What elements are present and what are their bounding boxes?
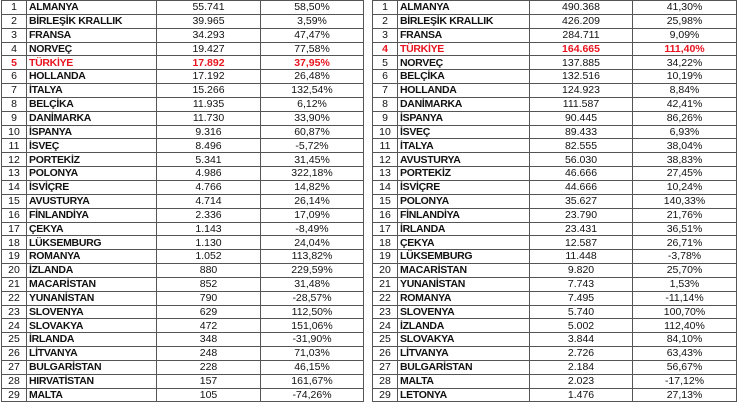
table-row bbox=[2, 277, 364, 291]
country-cell: İSVEÇ bbox=[398, 125, 530, 139]
value-cell: 11.935 bbox=[157, 97, 261, 111]
country-cell: HIRVATİSTAN bbox=[27, 374, 157, 388]
rank-cell: 19 bbox=[2, 250, 27, 264]
rank-cell: 27 bbox=[373, 360, 398, 374]
country-cell: SLOVENYA bbox=[398, 305, 530, 319]
country-cell: İTALYA bbox=[398, 139, 530, 153]
table-row bbox=[373, 42, 737, 56]
percent-change-cell: 46,15% bbox=[261, 360, 364, 374]
table-row bbox=[373, 305, 737, 319]
percent-change-cell: 3,59% bbox=[261, 14, 364, 28]
value-cell: 11.448 bbox=[530, 250, 633, 264]
table-row bbox=[2, 208, 364, 222]
country-cell: YUNANİSTAN bbox=[27, 291, 157, 305]
country-cell: NORVEÇ bbox=[398, 56, 530, 70]
value-cell: 23.790 bbox=[530, 208, 633, 222]
country-cell: POLONYA bbox=[27, 167, 157, 181]
percent-change-cell: 6,93% bbox=[633, 125, 737, 139]
country-cell: LÜKSEMBURG bbox=[27, 236, 157, 250]
country-cell: SLOVAKYA bbox=[398, 333, 530, 347]
rank-cell: 28 bbox=[2, 374, 27, 388]
country-cell: BELÇİKA bbox=[27, 97, 157, 111]
value-cell: 56.030 bbox=[530, 153, 633, 167]
value-cell: 39.965 bbox=[157, 14, 261, 28]
country-cell: AVUSTURYA bbox=[398, 153, 530, 167]
country-cell: LÜKSEMBURG bbox=[398, 250, 530, 264]
percent-change-cell: 77,58% bbox=[261, 42, 364, 56]
country-cell: MALTA bbox=[398, 374, 530, 388]
country-cell: FİNLANDİYA bbox=[398, 208, 530, 222]
value-cell: 5.002 bbox=[530, 319, 633, 333]
country-cell: YUNANİSTAN bbox=[398, 277, 530, 291]
value-cell: 790 bbox=[157, 291, 261, 305]
table-row bbox=[2, 42, 364, 56]
percent-change-cell: 10,24% bbox=[633, 180, 737, 194]
table-row bbox=[373, 277, 737, 291]
rank-cell: 16 bbox=[373, 208, 398, 222]
rank-cell: 26 bbox=[2, 347, 27, 361]
percent-change-cell: 100,70% bbox=[633, 305, 737, 319]
value-cell: 284.711 bbox=[530, 28, 633, 42]
rank-cell: 20 bbox=[373, 264, 398, 278]
percent-change-cell: 56,67% bbox=[633, 360, 737, 374]
table-row bbox=[2, 388, 364, 402]
table-row bbox=[373, 250, 737, 264]
rank-cell: 23 bbox=[373, 305, 398, 319]
percent-change-cell: 151,06% bbox=[261, 319, 364, 333]
table-row bbox=[2, 236, 364, 250]
table-row bbox=[2, 97, 364, 111]
table-row bbox=[2, 70, 364, 84]
percent-change-cell: -28,57% bbox=[261, 291, 364, 305]
value-cell: 9.820 bbox=[530, 264, 633, 278]
country-cell: LİTVANYA bbox=[27, 347, 157, 361]
rank-cell: 1 bbox=[2, 1, 27, 15]
percent-change-cell: 10,19% bbox=[633, 70, 737, 84]
rank-cell: 13 bbox=[2, 167, 27, 181]
value-cell: 137.885 bbox=[530, 56, 633, 70]
value-cell: 2.336 bbox=[157, 208, 261, 222]
rank-cell: 22 bbox=[373, 291, 398, 305]
value-cell: 11.730 bbox=[157, 111, 261, 125]
value-cell: 472 bbox=[157, 319, 261, 333]
table-row bbox=[373, 374, 737, 388]
percent-change-cell: 37,95% bbox=[261, 56, 364, 70]
table-row bbox=[373, 291, 737, 305]
percent-change-cell: 25,70% bbox=[633, 264, 737, 278]
percent-change-cell: 27,13% bbox=[633, 388, 737, 402]
value-cell: 1.143 bbox=[157, 222, 261, 236]
rank-cell: 9 bbox=[373, 111, 398, 125]
rank-cell: 18 bbox=[2, 236, 27, 250]
table-row bbox=[2, 167, 364, 181]
value-cell: 34.293 bbox=[157, 28, 261, 42]
rank-cell: 2 bbox=[2, 14, 27, 28]
percent-change-cell: 36,51% bbox=[633, 222, 737, 236]
percent-change-cell: 9,09% bbox=[633, 28, 737, 42]
table-row bbox=[2, 222, 364, 236]
percent-change-cell: 63,43% bbox=[633, 347, 737, 361]
rank-cell: 24 bbox=[2, 319, 27, 333]
table-row bbox=[373, 14, 737, 28]
country-cell: MACARİSTAN bbox=[398, 264, 530, 278]
rank-cell: 25 bbox=[373, 333, 398, 347]
rank-cell: 11 bbox=[373, 139, 398, 153]
value-cell: 15.266 bbox=[157, 84, 261, 98]
rank-cell: 7 bbox=[373, 84, 398, 98]
country-cell: LİTVANYA bbox=[398, 347, 530, 361]
country-cell: DANİMARKA bbox=[398, 97, 530, 111]
country-cell: MALTA bbox=[27, 388, 157, 402]
percent-change-cell: 26,14% bbox=[261, 194, 364, 208]
right-table-body bbox=[373, 1, 737, 402]
rank-cell: 27 bbox=[2, 360, 27, 374]
table-row bbox=[373, 264, 737, 278]
value-cell: 55.741 bbox=[157, 1, 261, 15]
percent-change-cell: 322,18% bbox=[261, 167, 364, 181]
country-cell: NORVEÇ bbox=[27, 42, 157, 56]
rank-cell: 15 bbox=[373, 194, 398, 208]
percent-change-cell: 17,09% bbox=[261, 208, 364, 222]
table-row bbox=[373, 125, 737, 139]
country-cell: TÜRKİYE bbox=[398, 42, 530, 56]
rank-cell: 5 bbox=[2, 56, 27, 70]
rank-cell: 6 bbox=[373, 70, 398, 84]
table-row bbox=[2, 1, 364, 15]
left-ranking-table bbox=[1, 0, 364, 402]
percent-change-cell: 8,84% bbox=[633, 84, 737, 98]
value-cell: 17.892 bbox=[157, 56, 261, 70]
country-cell: İTALYA bbox=[27, 84, 157, 98]
value-cell: 5.341 bbox=[157, 153, 261, 167]
percent-change-cell: -74,26% bbox=[261, 388, 364, 402]
value-cell: 852 bbox=[157, 277, 261, 291]
value-cell: 2.184 bbox=[530, 360, 633, 374]
value-cell: 1.476 bbox=[530, 388, 633, 402]
value-cell: 880 bbox=[157, 264, 261, 278]
country-cell: HOLLANDA bbox=[27, 70, 157, 84]
table-row bbox=[2, 180, 364, 194]
value-cell: 4.714 bbox=[157, 194, 261, 208]
value-cell: 19.427 bbox=[157, 42, 261, 56]
rank-cell: 8 bbox=[2, 97, 27, 111]
table-row bbox=[2, 250, 364, 264]
rank-cell: 23 bbox=[2, 305, 27, 319]
percent-change-cell: 47,47% bbox=[261, 28, 364, 42]
table-row bbox=[373, 388, 737, 402]
country-cell: FRANSA bbox=[27, 28, 157, 42]
table-row bbox=[373, 208, 737, 222]
table-row bbox=[373, 84, 737, 98]
rank-cell: 11 bbox=[2, 139, 27, 153]
value-cell: 132.516 bbox=[530, 70, 633, 84]
rank-cell: 24 bbox=[373, 319, 398, 333]
percent-change-cell: 140,33% bbox=[633, 194, 737, 208]
table-row bbox=[2, 347, 364, 361]
percent-change-cell: 113,82% bbox=[261, 250, 364, 264]
percent-change-cell: 26,48% bbox=[261, 70, 364, 84]
percent-change-cell: 58,50% bbox=[261, 1, 364, 15]
country-cell: PORTEKİZ bbox=[27, 153, 157, 167]
table-row bbox=[373, 1, 737, 15]
value-cell: 82.555 bbox=[530, 139, 633, 153]
table-row bbox=[2, 28, 364, 42]
country-cell: İSPANYA bbox=[398, 111, 530, 125]
country-cell: DANİMARKA bbox=[27, 111, 157, 125]
country-cell: LETONYA bbox=[398, 388, 530, 402]
value-cell: 3.844 bbox=[530, 333, 633, 347]
country-cell: İSPANYA bbox=[27, 125, 157, 139]
value-cell: 1.052 bbox=[157, 250, 261, 264]
value-cell: 23.431 bbox=[530, 222, 633, 236]
rank-cell: 16 bbox=[2, 208, 27, 222]
rank-cell: 29 bbox=[373, 388, 398, 402]
table-row bbox=[373, 111, 737, 125]
rank-cell: 14 bbox=[373, 180, 398, 194]
value-cell: 426.209 bbox=[530, 14, 633, 28]
value-cell: 228 bbox=[157, 360, 261, 374]
table-row bbox=[373, 347, 737, 361]
table-row bbox=[2, 319, 364, 333]
percent-change-cell: 71,03% bbox=[261, 347, 364, 361]
right-ranking-table bbox=[372, 0, 737, 402]
country-cell: İRLANDA bbox=[27, 333, 157, 347]
country-cell: TÜRKİYE bbox=[27, 56, 157, 70]
table-row bbox=[2, 333, 364, 347]
rank-cell: 3 bbox=[373, 28, 398, 42]
value-cell: 44.666 bbox=[530, 180, 633, 194]
left-ranking-table-panel bbox=[1, 0, 363, 416]
percent-change-cell: 24,04% bbox=[261, 236, 364, 250]
rank-cell: 14 bbox=[2, 180, 27, 194]
rank-cell: 26 bbox=[373, 347, 398, 361]
value-cell: 2.023 bbox=[530, 374, 633, 388]
table-row bbox=[373, 153, 737, 167]
rank-cell: 21 bbox=[373, 277, 398, 291]
table-row bbox=[373, 70, 737, 84]
percent-change-cell: 41,30% bbox=[633, 1, 737, 15]
value-cell: 8.496 bbox=[157, 139, 261, 153]
percent-change-cell: 34,22% bbox=[633, 56, 737, 70]
value-cell: 490.368 bbox=[530, 1, 633, 15]
percent-change-cell: 31,45% bbox=[261, 153, 364, 167]
table-row bbox=[373, 222, 737, 236]
country-cell: İRLANDA bbox=[398, 222, 530, 236]
rank-cell: 7 bbox=[2, 84, 27, 98]
percent-change-cell: 25,98% bbox=[633, 14, 737, 28]
rank-cell: 6 bbox=[2, 70, 27, 84]
value-cell: 7.495 bbox=[530, 291, 633, 305]
percent-change-cell: 161,67% bbox=[261, 374, 364, 388]
rank-cell: 4 bbox=[373, 42, 398, 56]
table-row bbox=[2, 194, 364, 208]
rank-cell: 29 bbox=[2, 388, 27, 402]
value-cell: 35.627 bbox=[530, 194, 633, 208]
country-cell: ROMANYA bbox=[398, 291, 530, 305]
percent-change-cell: 38,83% bbox=[633, 153, 737, 167]
table-row bbox=[2, 125, 364, 139]
percent-change-cell: -5,72% bbox=[261, 139, 364, 153]
table-row bbox=[373, 28, 737, 42]
table-row bbox=[2, 14, 364, 28]
table-row bbox=[373, 167, 737, 181]
percent-change-cell: -3,78% bbox=[633, 250, 737, 264]
value-cell: 90.445 bbox=[530, 111, 633, 125]
value-cell: 348 bbox=[157, 333, 261, 347]
percent-change-cell: 33,90% bbox=[261, 111, 364, 125]
percent-change-cell: 84,10% bbox=[633, 333, 737, 347]
country-cell: ROMANYA bbox=[27, 250, 157, 264]
country-cell: FRANSA bbox=[398, 28, 530, 42]
percent-change-cell: 86,26% bbox=[633, 111, 737, 125]
rank-cell: 21 bbox=[2, 277, 27, 291]
rank-cell: 10 bbox=[373, 125, 398, 139]
country-cell: ALMANYA bbox=[27, 1, 157, 15]
left-table-body bbox=[2, 1, 364, 402]
percent-change-cell: 27,45% bbox=[633, 167, 737, 181]
percent-change-cell: 38,04% bbox=[633, 139, 737, 153]
rank-cell: 2 bbox=[373, 14, 398, 28]
table-row bbox=[373, 97, 737, 111]
value-cell: 46.666 bbox=[530, 167, 633, 181]
table-row bbox=[373, 180, 737, 194]
country-cell: POLONYA bbox=[398, 194, 530, 208]
percent-change-cell: 112,50% bbox=[261, 305, 364, 319]
country-cell: SLOVAKYA bbox=[27, 319, 157, 333]
country-cell: PORTEKİZ bbox=[398, 167, 530, 181]
country-cell: ÇEKYA bbox=[27, 222, 157, 236]
value-cell: 4.986 bbox=[157, 167, 261, 181]
percent-change-cell: 112,40% bbox=[633, 319, 737, 333]
value-cell: 2.726 bbox=[530, 347, 633, 361]
country-cell: BİRLEŞİK KRALLIK bbox=[27, 14, 157, 28]
percent-change-cell: 1,53% bbox=[633, 277, 737, 291]
rank-cell: 9 bbox=[2, 111, 27, 125]
rank-cell: 1 bbox=[373, 1, 398, 15]
table-row bbox=[2, 84, 364, 98]
rank-cell: 10 bbox=[2, 125, 27, 139]
rank-cell: 19 bbox=[373, 250, 398, 264]
rank-cell: 18 bbox=[373, 236, 398, 250]
rank-cell: 17 bbox=[2, 222, 27, 236]
percent-change-cell: -17,12% bbox=[633, 374, 737, 388]
table-row bbox=[373, 236, 737, 250]
value-cell: 12.587 bbox=[530, 236, 633, 250]
value-cell: 105 bbox=[157, 388, 261, 402]
percent-change-cell: 229,59% bbox=[261, 264, 364, 278]
value-cell: 7.743 bbox=[530, 277, 633, 291]
percent-change-cell: 42,41% bbox=[633, 97, 737, 111]
table-row bbox=[2, 111, 364, 125]
country-cell: İSVEÇ bbox=[27, 139, 157, 153]
percent-change-cell: 21,76% bbox=[633, 208, 737, 222]
table-row bbox=[2, 264, 364, 278]
table-row bbox=[2, 139, 364, 153]
right-ranking-table-panel bbox=[372, 0, 736, 416]
country-cell: BİRLEŞİK KRALLIK bbox=[398, 14, 530, 28]
table-row bbox=[2, 291, 364, 305]
country-cell: BELÇİKA bbox=[398, 70, 530, 84]
percent-change-cell: -8,49% bbox=[261, 222, 364, 236]
rank-cell: 12 bbox=[2, 153, 27, 167]
table-row bbox=[373, 360, 737, 374]
percent-change-cell: 60,87% bbox=[261, 125, 364, 139]
value-cell: 629 bbox=[157, 305, 261, 319]
country-cell: FİNLANDİYA bbox=[27, 208, 157, 222]
rank-cell: 13 bbox=[373, 167, 398, 181]
rank-cell: 22 bbox=[2, 291, 27, 305]
value-cell: 248 bbox=[157, 347, 261, 361]
value-cell: 89.433 bbox=[530, 125, 633, 139]
value-cell: 111.587 bbox=[530, 97, 633, 111]
percent-change-cell: 31,48% bbox=[261, 277, 364, 291]
rank-cell: 17 bbox=[373, 222, 398, 236]
rank-cell: 8 bbox=[373, 97, 398, 111]
value-cell: 1.130 bbox=[157, 236, 261, 250]
percent-change-cell: 6,12% bbox=[261, 97, 364, 111]
percent-change-cell: 132,54% bbox=[261, 84, 364, 98]
rank-cell: 4 bbox=[2, 42, 27, 56]
percent-change-cell: -11,14% bbox=[633, 291, 737, 305]
value-cell: 157 bbox=[157, 374, 261, 388]
country-cell: ALMANYA bbox=[398, 1, 530, 15]
rank-cell: 5 bbox=[373, 56, 398, 70]
country-cell: MACARİSTAN bbox=[27, 277, 157, 291]
country-cell: BULGARİSTAN bbox=[398, 360, 530, 374]
country-cell: SLOVENYA bbox=[27, 305, 157, 319]
country-cell: BULGARİSTAN bbox=[27, 360, 157, 374]
table-row bbox=[2, 56, 364, 70]
country-cell: İZLANDA bbox=[398, 319, 530, 333]
value-cell: 124.923 bbox=[530, 84, 633, 98]
table-row bbox=[373, 319, 737, 333]
percent-change-cell: 14,82% bbox=[261, 180, 364, 194]
rank-cell: 28 bbox=[373, 374, 398, 388]
percent-change-cell: 26,71% bbox=[633, 236, 737, 250]
rank-cell: 15 bbox=[2, 194, 27, 208]
table-row bbox=[2, 305, 364, 319]
country-cell: İSVİÇRE bbox=[398, 180, 530, 194]
table-row bbox=[373, 139, 737, 153]
table-row bbox=[373, 56, 737, 70]
rank-cell: 20 bbox=[2, 264, 27, 278]
table-row bbox=[2, 374, 364, 388]
percent-change-cell: -31,90% bbox=[261, 333, 364, 347]
table-row bbox=[373, 333, 737, 347]
value-cell: 4.766 bbox=[157, 180, 261, 194]
rank-cell: 12 bbox=[373, 153, 398, 167]
table-row bbox=[373, 194, 737, 208]
value-cell: 164.665 bbox=[530, 42, 633, 56]
value-cell: 9.316 bbox=[157, 125, 261, 139]
value-cell: 5.740 bbox=[530, 305, 633, 319]
table-row bbox=[2, 360, 364, 374]
value-cell: 17.192 bbox=[157, 70, 261, 84]
rank-cell: 3 bbox=[2, 28, 27, 42]
rank-cell: 25 bbox=[2, 333, 27, 347]
country-cell: AVUSTURYA bbox=[27, 194, 157, 208]
country-cell: İZLANDA bbox=[27, 264, 157, 278]
country-cell: HOLLANDA bbox=[398, 84, 530, 98]
country-cell: ÇEKYA bbox=[398, 236, 530, 250]
country-cell: İSVİÇRE bbox=[27, 180, 157, 194]
percent-change-cell: 111,40% bbox=[633, 42, 737, 56]
table-row bbox=[2, 153, 364, 167]
